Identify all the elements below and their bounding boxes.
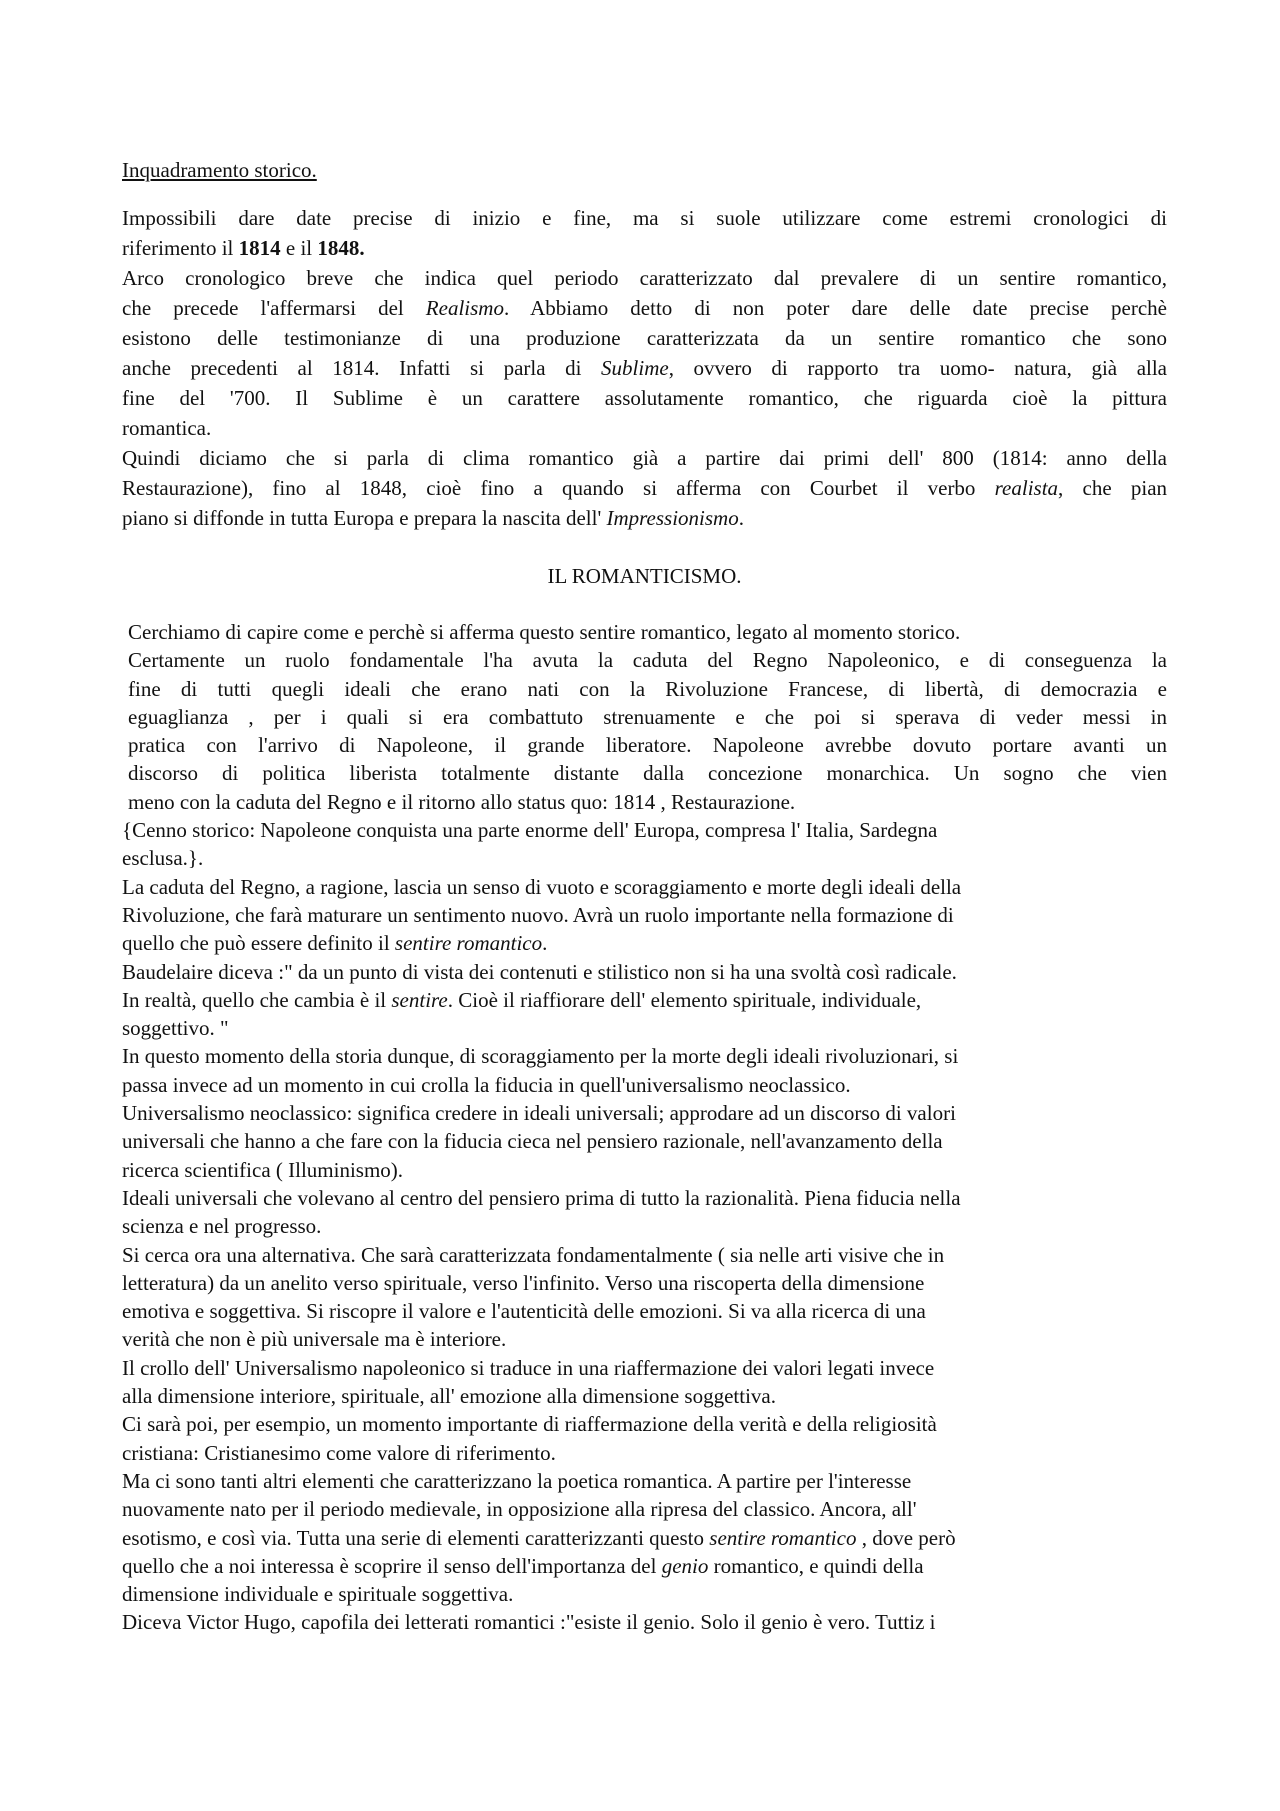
text-line [122,1325,1167,1353]
bold-text: 1814 [238,236,281,260]
text-run: universali che hanno a che fare con la fiducia cieca nel pensiero razionale, nell'avanzamento della [122,1129,943,1154]
italic-text: Impressionismo [606,506,739,530]
text-run: Ideali universali che volevano al centro del pensiero prima di tutto la razionalità. Piena fiducia nella [122,1185,961,1210]
text-run: anche precedenti al 1814. Infatti si parla di [122,356,602,380]
text-run: esotismo, e così via. Tutta una serie di elementi caratterizzanti questo [122,1525,710,1550]
text-line [122,203,1167,233]
text-run: Si cerca ora una alternativa. Che sarà caratterizzata fondamentalmente ( sia nelle arti visive che in [122,1242,945,1267]
text-run: In questo momento della storia dunque, di scoraggiamento per la morte degli ideali rivoluzionari, si [122,1044,959,1069]
text-line [122,1439,1167,1467]
text-line [122,1297,1167,1325]
text-line [122,816,1167,844]
text-line [122,646,1167,674]
text-run: quello che a noi interessa è scoprire il senso dell'importanza del [122,1553,662,1578]
text-run: Ma ci sono tanti altri elementi che caratterizzano la poetica romantica. A partire per l'interesse [122,1468,912,1493]
text-run: Quindi diciamo che si parla di clima romantico già a partire dai primi dell' 800 (1814: anno della [122,446,1167,470]
text-run: Il crollo dell' Universalismo napoleonico si traduce in una riaffermazione dei valori legati invece [122,1355,935,1380]
section-heading-inquadramento: Inquadramento storico. [122,158,317,182]
text-line [122,1410,1167,1438]
text-run: riferimento il [122,236,239,260]
text-line [122,675,1167,703]
text-line [122,788,1167,816]
section-romanticismo-body [122,618,1167,1637]
text-run: Ci sarà poi, per esempio, un momento importante di riaffermazione della verità e della religiosità [122,1412,937,1437]
text-run: discorso di politica liberista totalmente distante dalla concezione monarchica. Un sogno che vien [128,761,1167,786]
text-run: Cerchiamo di capire come e perchè si afferma questo sentire romantico, legato al momento storico. [128,620,961,644]
text-run: Restaurazione), fino al 1848, cioè fino a quando si afferma con Courbet il verbo [122,476,995,500]
text-line [122,901,1167,929]
text-line [122,1524,1167,1552]
text-run: . Cioè il riaffiorare dell' elemento spirituale, individuale, [447,987,922,1012]
text-run: soggettivo. " [122,1016,229,1041]
text-run: cristiana: Cristianesimo come valore di riferimento. [122,1440,556,1465]
text-line [122,1099,1167,1127]
text-line [122,1580,1167,1608]
text-run: La caduta del Regno, a ragione, lascia un senso di vuoto e scoraggiamento e morte degli ideali della [122,874,962,899]
text-line [122,1127,1167,1155]
text-run: , dove però [856,1525,956,1550]
italic-text: sentire romantico [709,1525,857,1550]
text-run: Arco cronologico breve che indica quel periodo caratterizzato dal prevalere di un sentire romantico, [122,266,1167,290]
text-line [122,383,1167,413]
text-line [122,293,1167,323]
text-run: Certamente un ruolo fondamentale l'ha avuta la caduta del Regno Napoleonico, e di conseguenza la [128,648,1167,673]
text-line [122,759,1167,787]
text-line [122,1184,1167,1212]
text-run: romantica. [122,416,212,440]
text-line [122,986,1167,1014]
text-line [122,703,1167,731]
text-run: esclusa.}. [122,846,204,871]
italic-text: Realismo [425,296,504,320]
text-line [122,323,1167,353]
text-run: . [542,931,548,956]
italic-text: realista [994,476,1059,500]
text-line [122,1071,1167,1099]
text-run: In realtà, quello che cambia è il [122,987,392,1012]
text-run: Universalismo neoclassico: significa credere in ideali universali; approdare ad un discorso di valori [122,1101,956,1126]
section-heading-romanticismo: IL ROMANTICISMO. [547,564,742,588]
text-line [122,263,1167,293]
italic-text: genio [661,1553,709,1578]
text-run: nuovamente nato per il periodo medievale, in opposizione alla ripresa del classico. Ancora, all' [122,1497,917,1522]
text-run: esistono delle testimonianze di una produzione caratterizzata da un sentire romantico che sono [122,326,1167,350]
text-run: eguaglianza , per i quali si era combattuto strenuamente e che poi si sperava di veder messi in [128,704,1167,729]
text-run: passa invece ad un momento in cui crolla la fiducia in quell'universalismo neoclassico. [122,1072,851,1097]
text-line [122,1354,1167,1382]
text-line [122,844,1167,872]
text-line [122,1269,1167,1297]
text-run: . Abbiamo detto di non poter dare delle date precise perchè [503,296,1167,320]
text-run: Baudelaire diceva :" da un punto di vista dei contenuti e stilistico non si ha una svoltà così radicale. [122,959,957,984]
text-run: emotiva e soggettiva. Si riscopre il valore e l'autenticità delle emozioni. Si va alla ricerca di una [122,1299,926,1324]
text-line [122,1495,1167,1523]
text-run: alla dimensione interiore, spirituale, all' emozione alla dimensione soggettiva. [122,1384,777,1409]
italic-text: sentire romantico [394,931,543,956]
text-line [122,1241,1167,1269]
section-inquadramento-body [122,203,1167,533]
text-line [122,1042,1167,1070]
text-run: {Cenno storico: Napoleone conquista una parte enorme dell' Europa, compresa l' Italia, Sardegna [122,818,938,843]
text-run: dimensione individuale e spirituale soggettiva. [122,1582,514,1607]
text-run: piano si diffonde in tutta Europa e prepara la nascita dell' [122,506,607,530]
text-run: scienza e nel progresso. [122,1214,322,1239]
text-run: che precede l'affermarsi del [122,296,426,320]
text-line [122,1552,1167,1580]
text-run: meno con la caduta del Regno e il ritorno allo status quo: 1814 , Restaurazione. [128,789,796,814]
text-line [122,929,1167,957]
text-line [122,873,1167,901]
text-run: fine del '700. Il Sublime è un carattere assolutamente romantico, che riguarda cioè la pittura [122,386,1167,410]
text-line [122,353,1167,383]
italic-text: Sublime [601,356,669,380]
text-line [122,443,1167,473]
text-run: fine di tutti quegli ideali che erano nati con la Rivoluzione Francese, di libertà, di democrazia e [128,676,1167,701]
text-run: Diceva Victor Hugo, capofila dei letterati romantici :"esiste il genio. Solo il genio è vero. Tuttiz i [122,1610,936,1635]
text-line [122,1382,1167,1410]
text-run: letteratura) da un anelito verso spirituale, verso l'infinito. Verso una riscoperta della dimensione [122,1270,925,1295]
text-run: Rivoluzione, che farà maturare un sentimento nuovo. Avrà un ruolo importante nella formazione di [122,902,954,927]
text-run: . [738,506,744,530]
text-line [122,1212,1167,1240]
text-line [122,618,1167,646]
text-run: ricerca scientifica ( Illuminismo). [122,1157,404,1182]
text-run: pratica con l'arrivo di Napoleone, il grande liberatore. Napoleone avrebbe dovuto portare avanti un [128,733,1167,758]
text-run: e il [280,236,318,260]
text-run: romantico, e quindi della [708,1553,924,1578]
text-run: Impossibili dare date precise di inizio e fine, ma si suole utilizzare come estremi cronologici di [122,206,1167,230]
text-line [122,233,1167,263]
text-run: quello che può essere definito il [122,931,395,956]
text-run: verità che non è più universale ma è interiore. [122,1327,507,1352]
text-line [122,731,1167,759]
bold-text: 1848. [317,236,365,260]
text-line [122,503,1167,533]
text-line [122,413,1167,443]
text-line [122,1608,1167,1636]
text-run: , che pian [1058,476,1167,500]
text-run: , ovvero di rapporto tra uomo- natura, già alla [668,356,1167,380]
italic-text: sentire [391,987,448,1012]
text-line [122,1014,1167,1042]
text-line [122,1156,1167,1184]
text-line [122,1467,1167,1495]
text-line [122,958,1167,986]
text-line [122,473,1167,503]
